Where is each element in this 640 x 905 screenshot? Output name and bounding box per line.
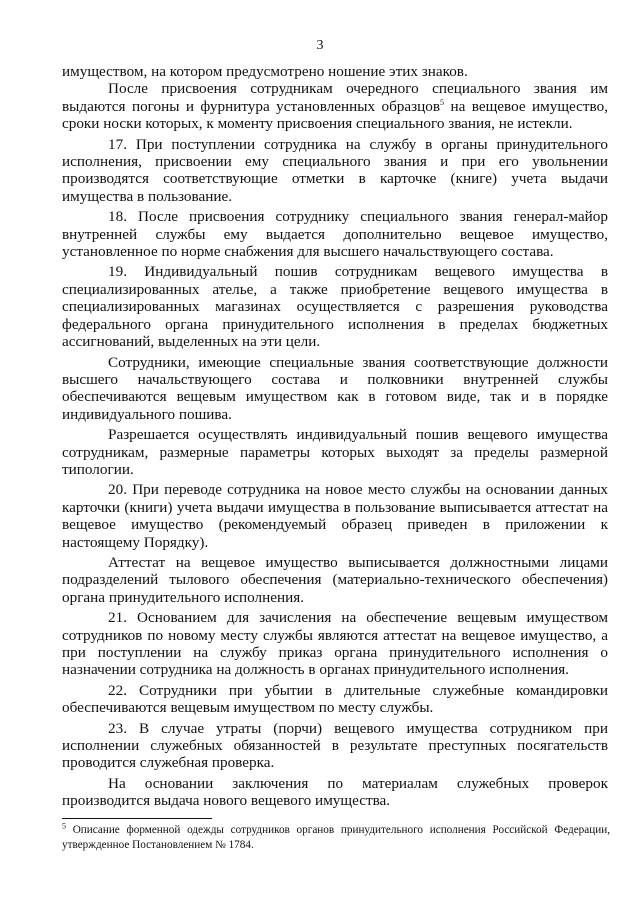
footnote-ref: 5 — [440, 97, 445, 107]
paragraph-23: 23. В случае утраты (порчи) вещевого имущества сотрудником при исполнении служебных обязанностей в результате преступных посягательств проводится служебная проверка. — [62, 719, 608, 772]
paragraph-insignia: После присвоения сотрудникам очередного специального звания им выдаются погоны и фурнитура установленных образцов$^5$ на вещевое имущество, сроки носки которых, к моменту присвоения специального звания, не истекли. — [62, 80, 608, 133]
paragraph-20-attestat: Аттестат на вещевое имущество выписывается должностными лицами подразделений тылового обеспечения (материально-технического обеспечения) органа принудительного исполнения. — [62, 553, 608, 606]
paragraph-19-senior: Сотрудники, имеющие специальные звания соответствующие должности высшего начальствующего состава и полковники внутренней службы обеспечиваются вещевым имуществом как в готовом виде, так и в порядке индивидуального пошива. — [62, 353, 608, 423]
paragraph-19: 19. Индивидуальный пошив сотрудникам вещевого имущества в специализированных ателье, а также приобретение вещевого имущества в специализированных магазинах осуществляется с разрешения руководства федерального органа принудительного исполнения в пределах бюджетных ассигнований, выделенных на эти цели. — [62, 263, 608, 351]
page-number: 3 — [316, 38, 324, 53]
paragraph-19-tailoring: Разрешается осуществлять индивидуальный пошив вещевого имущества сотрудникам, размерные параметры которых выходят за пределы размерной типологии. — [62, 426, 608, 478]
footnote-marker: 5 — [62, 821, 66, 831]
footnote-text: Описание форменной одежды сотрудников органов принудительного исполнения Российской Федерации, утвержденное Постановлением № 1784. — [62, 824, 610, 851]
paragraph-18: 18. После присвоения сотруднику специального звания генерал-майор внутренней службы ему выдается дополнительно вещевое имущество, установленное по норме снабжения для высшего начальствующего состава. — [62, 208, 608, 261]
paragraph-22: 22. Сотрудники при убытии в длительные служебные командировки обеспечиваются вещевым имуществом по месту службы. — [62, 681, 608, 717]
footnote — [62, 823, 610, 853]
paragraph-17: 17. При поступлении сотрудника на службу в органы принудительного исполнения, присвоении ему специального звания и при его увольнении производятся соответствующие отметки в карточке (книге) учета выдачи имущества в пользование. — [62, 135, 608, 205]
body-text — [62, 63, 608, 810]
paragraph-23-inspection: На основании заключения по материалам служебных проверок производится выдача нового вещевого имущества. — [62, 774, 608, 810]
footnote-separator — [62, 818, 212, 819]
paragraph-20: 20. При переводе сотрудника на новое место службы на основании данных карточки (книги) учета выдачи имущества в пользование выписывается аттестат на вещевое имущество (рекомендуемый образец приведен в приложении к настоящему Порядку). — [62, 481, 608, 551]
paragraph-continuation: имуществом, на котором предусмотрено ношение этих знаков. — [62, 63, 468, 80]
paragraph-21: 21. Основанием для зачисления на обеспечение вещевым имуществом сотрудников по новому месту службы являются аттестат на вещевое имущество, а при поступлении на службу приказ органа принудительного исполнения о назначении сотрудника на должность в органах принудительного исполнения. — [62, 609, 608, 679]
